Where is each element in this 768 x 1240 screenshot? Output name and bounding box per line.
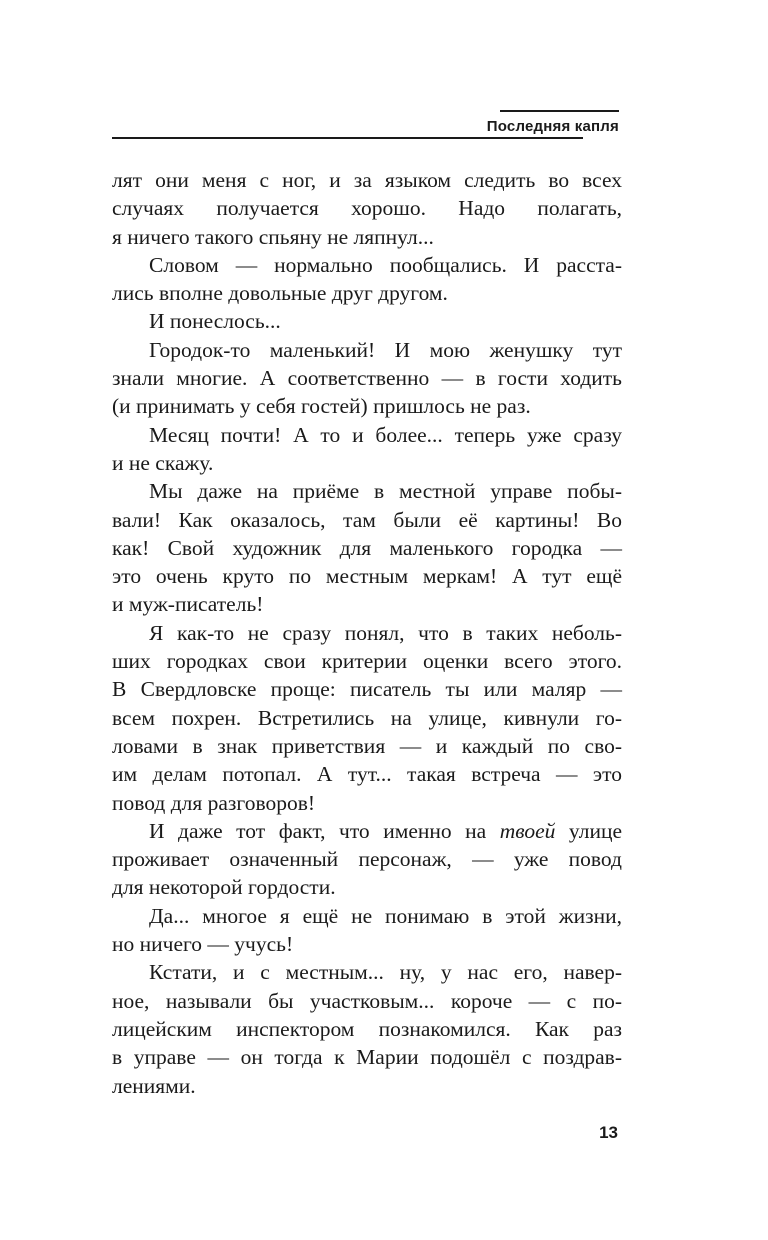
text-line: вали! Как оказалось, там были её картины! Во — [112, 507, 622, 532]
text-line: я ничего такого спьяну не ляпнул... — [112, 224, 434, 249]
text-line: всем похрен. Встретились на улице, кивнули го- — [112, 705, 622, 730]
text-line: Месяц почти! А то и более... теперь уже сразу — [149, 422, 622, 447]
text-line: лицейским инспектором познакомился. Как раз — [112, 1016, 622, 1041]
text-line: знали многие. А соответственно — в гости ходить — [112, 366, 622, 391]
header-rule-bottom — [112, 137, 583, 139]
text-line: В Свердловске проще: писатель ты или маляр — — [112, 677, 622, 702]
text-line: Да... многое я ещё не понимаю в этой жизни, — [149, 903, 622, 928]
text-line: лят они меня с ног, и за языком следить во всех — [112, 168, 622, 192]
italic-emphasis: твоей — [499, 818, 556, 843]
running-title: Последняя капля — [486, 118, 619, 135]
text-fragment: улице — [568, 818, 622, 843]
text-line: для некоторой гордости. — [112, 875, 336, 900]
text-line: Кстати, и с местным... ну, у нас его, навер- — [149, 960, 622, 985]
text-fragment: И даже тот факт, что именно на — [149, 818, 487, 843]
text-line: им делам потопал. А тут... такая встреча — это — [112, 762, 622, 787]
text-line: лениями. — [112, 1073, 196, 1098]
text-line: проживает означенный персонаж, — уже повод — [112, 847, 622, 872]
text-line: в управе — он тогда к Марии подошёл с поздрав- — [112, 1045, 622, 1070]
text-line: Мы даже на приёме в местной управе побы- — [149, 479, 622, 504]
text-line: (и принимать у себя гостей) пришлось не раз. — [112, 394, 531, 419]
header-rule-top — [500, 110, 619, 112]
text-line: и не скажу. — [112, 450, 214, 475]
body-text — [112, 166, 622, 1100]
text-line: случаях получается хорошо. Надо полагать, — [112, 196, 622, 221]
text-line: повод для разговоров! — [112, 790, 316, 815]
text-line: И понеслось... — [149, 309, 281, 334]
text-line: ловами в знак приветствия — и каждый по сво- — [112, 733, 622, 758]
text-line: Я как-то не сразу понял, что в таких неболь- — [149, 620, 622, 645]
text-line — [112, 817, 622, 845]
text-line: лись вполне довольные друг другом. — [112, 281, 448, 306]
text-line: как! Свой художник для маленького городка — — [112, 535, 622, 560]
text-line: ших городках свои критерии оценки всего этого. — [112, 649, 622, 674]
text-line: Словом — нормально пообщались. И расста- — [149, 252, 622, 277]
text-line: ное, называли бы участковым... короче — с по- — [112, 988, 622, 1013]
text-line: но ничего — учусь! — [112, 932, 294, 957]
text-line: Городок-то маленький! И мою женушку тут — [149, 337, 622, 362]
page-number: 13 — [599, 1123, 618, 1142]
text-line: это очень круто по местным меркам! А тут ещё — [112, 564, 622, 589]
text-line: и муж-писатель! — [112, 592, 264, 617]
